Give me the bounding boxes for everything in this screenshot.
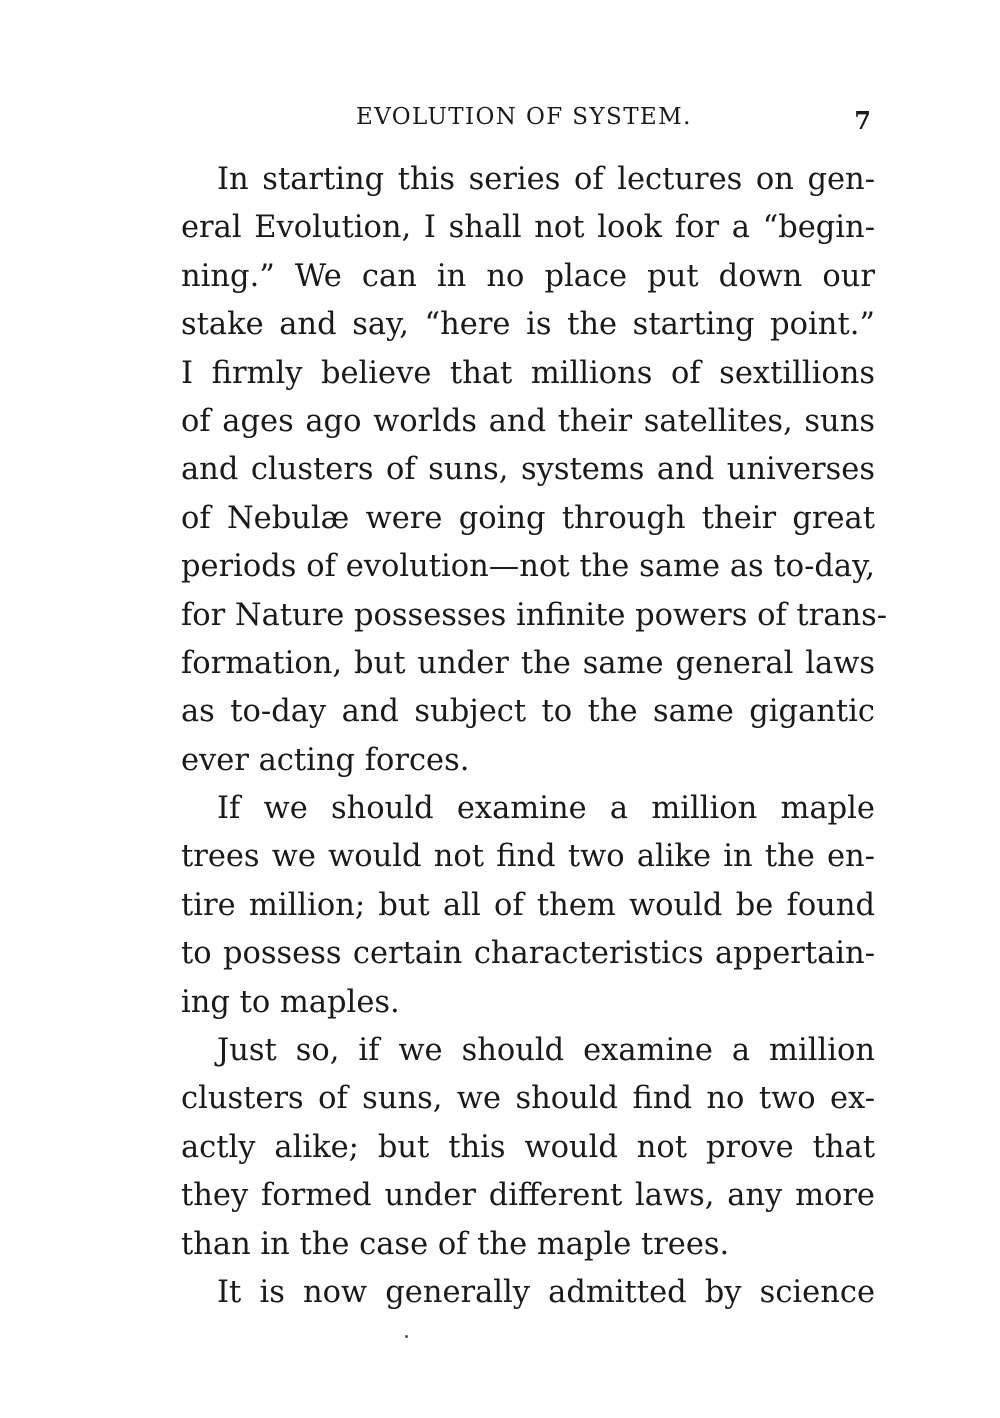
text-line: actly alike; but this would not prove that bbox=[181, 1129, 875, 1165]
text-line: ever acting forces. bbox=[181, 742, 470, 778]
text-line: ing to maples. bbox=[181, 984, 400, 1020]
print-speck bbox=[405, 1335, 408, 1338]
text-line: I firmly believe that millions of sextillions bbox=[181, 355, 875, 391]
text-line: formation, but under the same general laws bbox=[181, 645, 875, 681]
body-text bbox=[181, 156, 888, 1317]
text-line: It is now generally admitted by science bbox=[217, 1274, 875, 1310]
page-number: 7 bbox=[854, 106, 871, 135]
text-line: eral Evolution, I shall not look for a “begin- bbox=[181, 210, 875, 246]
text-line: for Nature possesses infinite powers of trans- bbox=[181, 597, 888, 633]
text-line: stake and say, “here is the starting point.” bbox=[181, 307, 875, 343]
text-line: to possess certain characteristics appertain- bbox=[181, 936, 875, 972]
text-line: than in the case of the maple trees. bbox=[181, 1226, 730, 1262]
text-line: ning.” We can in no place put down our bbox=[181, 258, 875, 294]
text-line: In starting this series of lectures on gen- bbox=[217, 162, 875, 197]
text-line: of Nebulæ were going through their great bbox=[181, 500, 875, 536]
text-line: as to-day and subject to the same gigantic bbox=[181, 694, 875, 730]
text-line: tire million; but all of them would be found bbox=[181, 887, 875, 923]
text-line: and clusters of suns, systems and universes bbox=[181, 452, 875, 488]
text-line: Just so, if we should examine a million bbox=[217, 1033, 875, 1069]
text-line: clusters of suns, we should find no two ex- bbox=[181, 1081, 875, 1117]
text-line: they formed under different laws, any more bbox=[181, 1178, 875, 1214]
text-line: of ages ago worlds and their satellites, suns bbox=[181, 403, 875, 439]
running-head bbox=[181, 104, 875, 138]
text-line: periods of evolution—not the same as to-day, bbox=[181, 549, 875, 585]
text-line: trees we would not find two alike in the en- bbox=[181, 839, 875, 875]
text-line: If we should examine a million maple bbox=[217, 791, 875, 827]
running-title: EVOLUTION OF SYSTEM. bbox=[356, 104, 692, 130]
